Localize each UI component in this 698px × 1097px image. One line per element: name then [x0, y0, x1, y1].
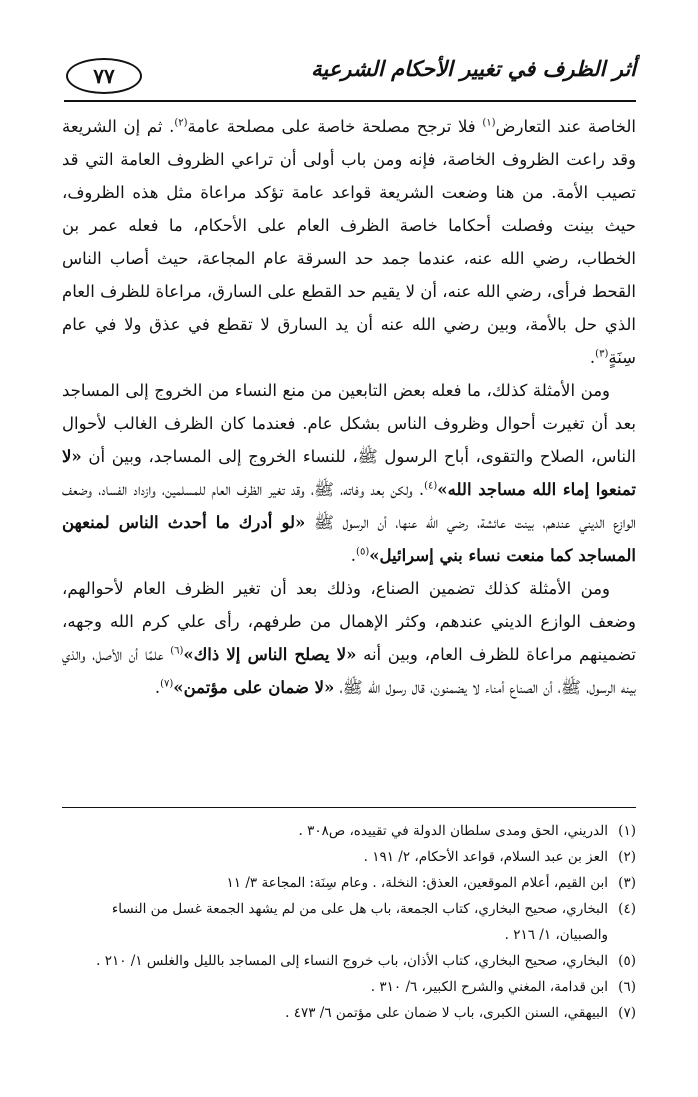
footnote	[62, 818, 636, 844]
footnote-text: ابن قدامة، المغني والشرح الكبير، ٦/ ٣١٠ .	[370, 979, 608, 995]
text-run: الخاصة عند التعارض	[495, 117, 636, 136]
text-run: .	[154, 678, 161, 697]
footnote-ref: (٥)	[356, 546, 370, 558]
footnote-number: (٣)	[618, 875, 636, 891]
footnote-text: البخاري، صحيح البخاري، كتاب الجمعة، باب هل على من لم يشهد الجمعة غسل من النساء والصبيان، ١/ ٢١٦ .	[111, 901, 608, 943]
footnote	[62, 948, 636, 974]
paragraph	[62, 374, 636, 572]
footnote-ref: (٦)	[170, 645, 184, 657]
footnote-text: العز بن عبد السلام، قواعد الأحكام، ٢/ ١٩١ .	[363, 849, 608, 865]
hadith-quote: «لو أدرك ما أحدث الناس لمنعهن المساجد كما منعت نساء بني إسرائيل»	[62, 513, 636, 565]
footnote	[62, 1000, 636, 1026]
running-title: أثر الظرف في تغيير الأحكام الشرعية	[311, 56, 636, 81]
footnote	[62, 870, 636, 896]
footnote	[62, 974, 636, 1000]
footnote-text: البيهقي، السنن الكبرى، باب لا ضمان على مؤتمن ٦/ ٤٧٣ .	[285, 1005, 608, 1021]
footnote-number: (١)	[618, 823, 636, 839]
footnote-ref: (٤)	[424, 480, 438, 492]
page-number: ٧٧	[66, 58, 142, 94]
header-divider	[64, 100, 636, 102]
footnote	[62, 896, 636, 948]
footnote-ref: (٣)	[595, 348, 609, 360]
footnote-number: (٦)	[618, 979, 636, 995]
footnote-divider	[62, 807, 636, 808]
footnotes-list	[62, 818, 636, 1026]
text-run: ومن الأمثلة كذلك، ما فعله بعض التابعين من منع النساء من الخروج إلى المساجد بعد أن تغيرت أحوال وظروف الناس بشكل عام. فعندما كان الظرف الغالب لأحوال الناس، الصلاح والتقوى، أباح الرسول ﷺ، للنساء الخروج إلى المساجد، وبين أن	[62, 381, 636, 466]
text-run: .	[589, 348, 596, 367]
text-run: . ولكن بعد وفاته، ﷺ، وقد تغير الظرف العام للمسلمين، وازداد الفساد، وضعف الوازع الديني عندهم، بينت عائشة، رضي الله عنها، أن الرسول ﷺ	[62, 480, 637, 532]
hadith-quote: «لا ضمان على مؤتمن»	[173, 678, 335, 697]
footnote-ref: (٧)	[160, 678, 174, 690]
text-run: . ثم إن الشريعة وقد راعت الظروف الخاصة، فإنه ومن باب أولى أن تراعي الظروف العامة التي قد تصيب الأمة. من هنا وضعت الشريعة قواعد عامة تؤكد مراعاة مثل هذه الظروف، حيث بينت وفصلت أحكاما خاصة الظرف العام على الأحكام، ما فعله عمر بن الخطاب، رضي الله عنه، عندما جمد حد السرقة عام المجاعة، حيث أصاب الناس القحط فرأى، رضي الله عنه، أن لا يقيم حد القطع على السارق، مراعاة للظرف العام الذي حل بالأمة، وبين رضي الله عنه أن يد السارق لا تقطع في عذق ولا في عام سِنَةٍ	[62, 117, 636, 367]
paragraph	[62, 110, 636, 374]
footnote-text: الدريني، الحق ومدى سلطان الدولة في تقييده، ص٣٠٨ .	[298, 823, 608, 839]
quote: «لا يصلح الناس إلا ذاك»	[183, 645, 357, 664]
text-run: .	[350, 546, 357, 565]
footnote-number: (٢)	[618, 849, 636, 865]
footnote-number: (٤)	[618, 901, 636, 917]
hadith-quote: «لا تمنعوا إماء الله مساجد الله»	[62, 447, 636, 499]
text-run: علمًا أن الأصل، والذي بينه الرسول، ﷺ، أن الصناع أمناء لا يضمنون، قال رسول الله ﷺ،	[62, 645, 636, 697]
paragraph	[62, 572, 636, 704]
footnote-number: (٧)	[618, 1005, 636, 1021]
footnote-number: (٥)	[618, 953, 636, 969]
text-run: ومن الأمثلة كذلك تضمين الصناع، وذلك بعد أن تغير الظرف العام لأحوالهم، وضعف الوازع الديني عندهم، وكثر الإهمال من طرفهم، رأى علي كرم الله وجهه، تضمينهم مراعاة للظرف العام، وبين أنه	[62, 579, 637, 664]
footnote-ref: (٢)	[174, 117, 188, 129]
footnote-text: ابن القيم، أعلام الموقعين، العذق: النخلة، . وعام سِنَة: المجاعة ٣/ ١١	[226, 875, 608, 891]
text-run: فلا ترجح مصلحة خاصة على مصلحة عامة	[187, 117, 483, 136]
footnote	[62, 844, 636, 870]
main-text	[62, 110, 636, 704]
footnote-ref: (١)	[482, 117, 496, 129]
footnote-text: البخاري، صحيح البخاري، كتاب الأذان، باب خروج النساء إلى المساجد بالليل والغلس ١/ ٢١٠ .	[96, 953, 608, 969]
